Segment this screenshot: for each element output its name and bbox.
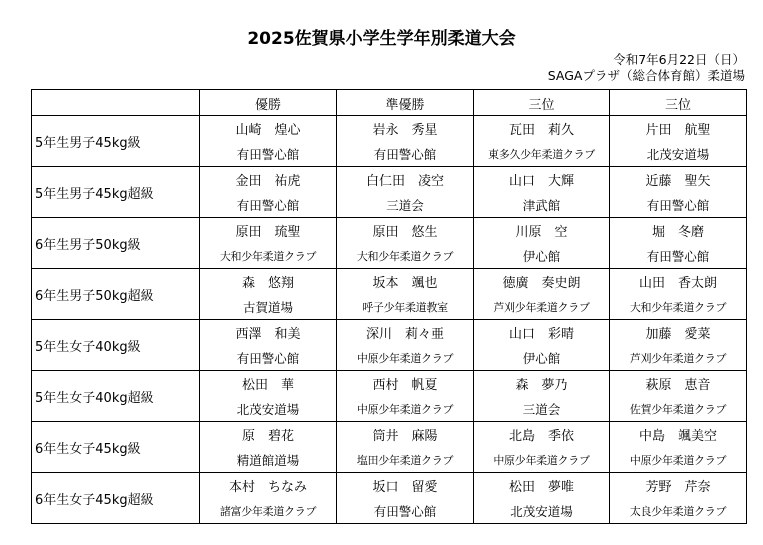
weight-category: 5年生男子45kg超級 <box>32 167 200 218</box>
header-third-a: 三位 <box>474 90 610 116</box>
header-winner: 優勝 <box>200 90 337 116</box>
winner-club: 北茂安道場 <box>200 396 337 422</box>
third-a-club: 伊心館 <box>474 345 610 371</box>
third-a-name: 瓦田 莉久 <box>474 116 610 142</box>
third-b-name: 芳野 芹奈 <box>610 473 747 499</box>
third-b-club: 佐賀少年柔道クラブ <box>610 396 747 422</box>
table-row <box>32 218 747 244</box>
third-a-club: 芦刈少年柔道クラブ <box>474 294 610 320</box>
runner-up-club: 大和少年柔道クラブ <box>337 243 474 269</box>
third-b-name: 山田 香太朗 <box>610 269 747 295</box>
table-row <box>32 167 747 193</box>
runner-up-name: 白仁田 凌空 <box>337 167 474 193</box>
third-b-name: 中島 颯美空 <box>610 422 747 448</box>
runner-up-club: 中原少年柔道クラブ <box>337 396 474 422</box>
winner-name: 山崎 煌心 <box>200 116 337 142</box>
third-b-club: 芦刈少年柔道クラブ <box>610 345 747 371</box>
third-b-club: 中原少年柔道クラブ <box>610 447 747 473</box>
third-a-name: 北島 季依 <box>474 422 610 448</box>
weight-category: 6年生男子50kg級 <box>32 218 200 269</box>
winner-club: 精道館道場 <box>200 447 337 473</box>
third-a-name: 山口 大輝 <box>474 167 610 193</box>
table-row <box>32 422 747 448</box>
third-b-club: 有田警心館 <box>610 192 747 218</box>
third-a-name: 松田 夢唯 <box>474 473 610 499</box>
runner-up-club: 有田警心館 <box>337 498 474 524</box>
third-a-club: 伊心館 <box>474 243 610 269</box>
runner-up-name: 深川 莉々亜 <box>337 320 474 346</box>
third-a-club: 北茂安道場 <box>474 498 610 524</box>
winner-name: 森 悠翔 <box>200 269 337 295</box>
runner-up-club: 有田警心館 <box>337 141 474 167</box>
weight-category: 6年生女子45kg級 <box>32 422 200 473</box>
event-date: 令和7年6月22日（日） <box>613 52 745 67</box>
runner-up-name: 原田 悠生 <box>337 218 474 244</box>
third-a-club: 中原少年柔道クラブ <box>474 447 610 473</box>
winner-name: 本村 ちなみ <box>200 473 337 499</box>
header-row <box>32 90 747 116</box>
winner-club: 有田警心館 <box>200 345 337 371</box>
table-row <box>32 320 747 346</box>
weight-category: 5年生女子40kg級 <box>32 320 200 371</box>
runner-up-name: 岩永 秀星 <box>337 116 474 142</box>
weight-category: 6年生女子45kg超級 <box>32 473 200 524</box>
third-b-club: 太良少年柔道クラブ <box>610 498 747 524</box>
table-row <box>32 116 747 142</box>
third-b-club: 有田警心館 <box>610 243 747 269</box>
runner-up-name: 坂口 留愛 <box>337 473 474 499</box>
winner-name: 西澤 和美 <box>200 320 337 346</box>
runner-up-club: 三道会 <box>337 192 474 218</box>
table-row <box>32 371 747 397</box>
results-table <box>31 89 747 524</box>
weight-category: 6年生男子50kg超級 <box>32 269 200 320</box>
third-a-name: 森 夢乃 <box>474 371 610 397</box>
table-row <box>32 473 747 499</box>
header-category <box>32 90 200 116</box>
weight-category: 5年生女子40kg超級 <box>32 371 200 422</box>
winner-club: 有田警心館 <box>200 192 337 218</box>
winner-name: 原 碧花 <box>200 422 337 448</box>
runner-up-name: 西村 帆夏 <box>337 371 474 397</box>
table-row <box>32 269 747 295</box>
third-b-name: 近藤 聖矢 <box>610 167 747 193</box>
runner-up-name: 坂本 颯也 <box>337 269 474 295</box>
runner-up-club: 呼子少年柔道教室 <box>337 294 474 320</box>
results-body <box>32 116 747 524</box>
runner-up-name: 筒井 麻陽 <box>337 422 474 448</box>
third-a-club: 三道会 <box>474 396 610 422</box>
third-a-club: 東多久少年柔道クラブ <box>474 141 610 167</box>
third-b-name: 片田 航聖 <box>610 116 747 142</box>
third-b-name: 堀 冬磨 <box>610 218 747 244</box>
winner-club: 有田警心館 <box>200 141 337 167</box>
third-b-club: 北茂安道場 <box>610 141 747 167</box>
winner-club: 大和少年柔道クラブ <box>200 243 337 269</box>
header-third-b: 三位 <box>610 90 747 116</box>
runner-up-club: 中原少年柔道クラブ <box>337 345 474 371</box>
winner-club: 諸富少年柔道クラブ <box>200 498 337 524</box>
winner-name: 金田 祐虎 <box>200 167 337 193</box>
runner-up-club: 塩田少年柔道クラブ <box>337 447 474 473</box>
winner-club: 古賀道場 <box>200 294 337 320</box>
event-venue: SAGAプラザ（総合体育館）柔道場 <box>547 68 745 83</box>
third-b-name: 加藤 愛菜 <box>610 320 747 346</box>
third-a-name: 川原 空 <box>474 218 610 244</box>
third-a-name: 山口 彩晴 <box>474 320 610 346</box>
winner-name: 松田 華 <box>200 371 337 397</box>
third-a-name: 徳廣 奏史朗 <box>474 269 610 295</box>
header-runner-up: 準優勝 <box>337 90 474 116</box>
third-b-club: 大和少年柔道クラブ <box>610 294 747 320</box>
third-a-club: 津武館 <box>474 192 610 218</box>
third-b-name: 萩原 恵音 <box>610 371 747 397</box>
document-title: 2025佐賀県小学生学年別柔道大会 <box>247 29 516 49</box>
weight-category: 5年生男子45kg級 <box>32 116 200 167</box>
winner-name: 原田 琉聖 <box>200 218 337 244</box>
